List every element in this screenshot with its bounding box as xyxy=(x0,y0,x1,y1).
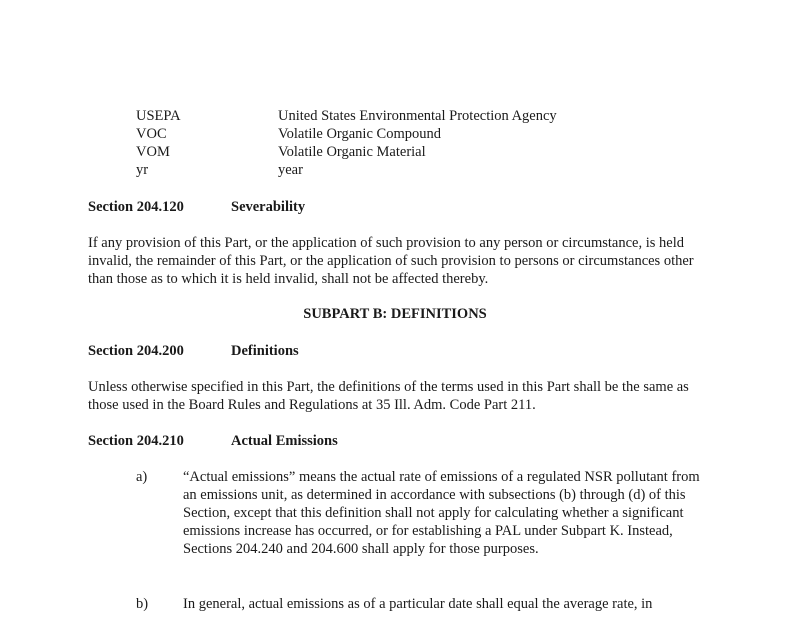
subpart-heading: SUBPART B: DEFINITIONS xyxy=(303,306,487,322)
section-number: Section 204.200 xyxy=(88,343,184,359)
section-number: Section 204.120 xyxy=(88,199,184,215)
abbr-definition: Volatile Organic Compound xyxy=(278,126,441,142)
section-title: Definitions xyxy=(231,343,299,359)
section-body: If any provision of this Part, or the application of such provision to any person or circumstance, is held invalid, the remainder of this Part, or the application of such provision to persons or circumstances other than those as to which it is held invalid, shall not be affected thereby. xyxy=(88,235,694,287)
abbr-term: VOC xyxy=(136,126,167,142)
section-body: Unless otherwise specified in this Part, the definitions of the terms used in this Part shall be the same as those used in the Board Rules and Regulations at 35 Ill. Adm. Code Part 211. xyxy=(88,379,689,413)
section-number: Section 204.210 xyxy=(88,433,184,449)
subsection-text: In general, actual emissions as of a particular date shall equal the average rate, in xyxy=(183,596,653,612)
subsection-text: “Actual emissions” means the actual rate of emissions of a regulated NSR pollutant from an emissions unit, as determined in accordance with subsections (b) through (d) of this Section, except that this definition shall not apply for calculating whether a significant emissions increase has occurred, or for establishing a PAL under Subpart K. Instead, Sections 204.240 and 204.600 shall apply for those purposes. xyxy=(183,469,700,557)
abbr-definition: United States Environmental Protection Agency xyxy=(278,108,557,124)
abbr-term: USEPA xyxy=(136,108,181,124)
abbr-term: yr xyxy=(136,162,149,178)
subsection-letter: a) xyxy=(136,469,148,485)
subsection-letter: b) xyxy=(136,596,149,612)
abbr-definition: Volatile Organic Material xyxy=(278,144,426,160)
abbr-term: VOM xyxy=(136,144,170,160)
section-title: Severability xyxy=(231,199,306,215)
abbr-definition: year xyxy=(278,162,303,178)
section-title: Actual Emissions xyxy=(231,433,338,449)
